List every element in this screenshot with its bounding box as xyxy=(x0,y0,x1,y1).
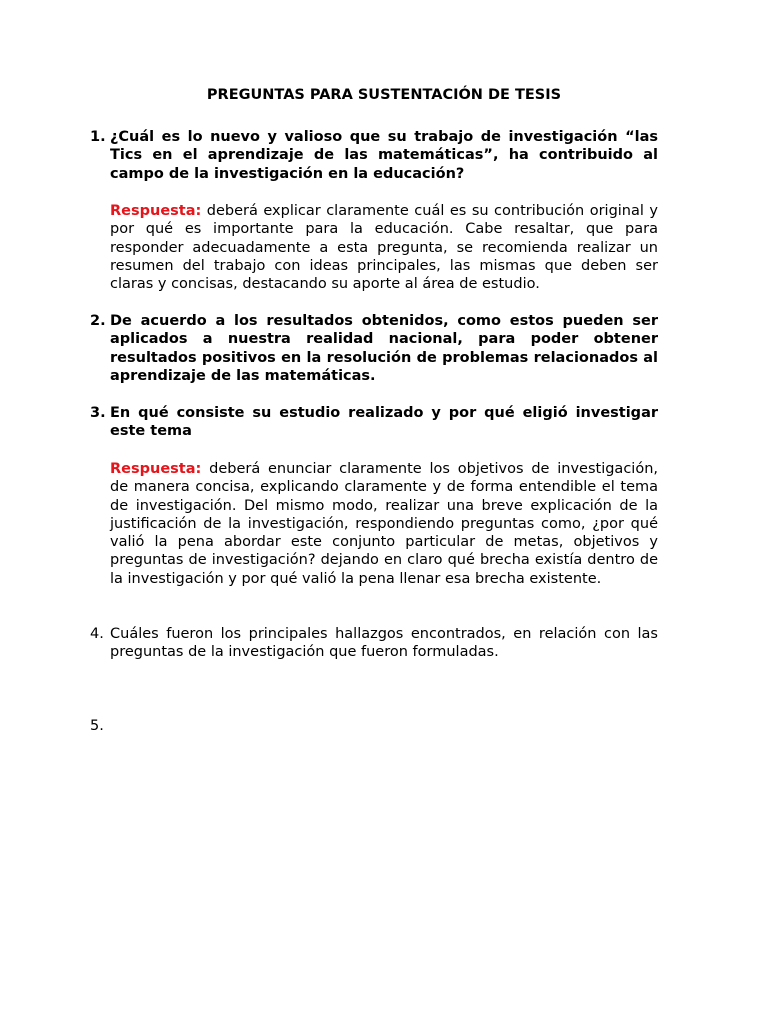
question-3 xyxy=(90,404,658,441)
answer-1-label: Respuesta: xyxy=(110,203,202,219)
question-3-text: En qué consiste su estudio realizado y por qué eligió investigar este tema xyxy=(110,405,658,440)
question-1 xyxy=(90,128,658,183)
question-3-number: 3. xyxy=(90,405,106,421)
question-2-text: De acuerdo a los resultados obtenidos, como estos pueden ser aplicados a nuestra realidad nacional, para poder obtener resultados positivos en la resolución de problemas relacionados al aprendizaje de las matemáticas. xyxy=(110,313,658,384)
answer-1-text: deberá explicar claramente cuál es su contribución original y por qué es importante para la educación. Cabe resaltar, que para responder adecuadamente a esta pregunta, se recomienda realizar un resumen del trabajo con ideas principales, las mismas que deben ser claras y concisas, destacando su aporte al área de estudio. xyxy=(110,203,658,293)
answer-3-text: deberá enunciar claramente los objetivos de investigación, de manera concisa, explicando claramente y de forma entendible el tema de investigación. Del mismo modo, realizar una breve explicación de la justificación de la investigación, respondiendo preguntas como, ¿por qué valió la pena abordar este conjunto particular de metas, objetivos y preguntas de investigación? dejando en claro qué brecha existía dentro de la investigación y por qué valió la pena llenar esa brecha existente. xyxy=(110,461,658,587)
answer-3-label: Respuesta: xyxy=(110,461,202,477)
answer-3 xyxy=(110,460,658,588)
question-2-number: 2. xyxy=(90,313,106,329)
question-1-number: 1. xyxy=(90,129,106,145)
question-2 xyxy=(90,312,658,385)
document-title: PREGUNTAS PARA SUSTENTACIÓN DE TESIS xyxy=(206,87,562,103)
question-5-number: 5. xyxy=(90,718,104,734)
question-4-text: Cuáles fueron los principales hallazgos encontrados, en relación con las preguntas de la investigación que fueron formuladas. xyxy=(110,626,658,661)
question-1-text: ¿Cuál es lo nuevo y valioso que su trabajo de investigación “las Tics en el aprendizaje de las matemáticas”, ha contribuido al campo de la investigación en la educación? xyxy=(110,129,658,182)
answer-1 xyxy=(110,202,658,293)
question-4-number: 4. xyxy=(90,626,104,642)
question-4 xyxy=(90,625,658,662)
